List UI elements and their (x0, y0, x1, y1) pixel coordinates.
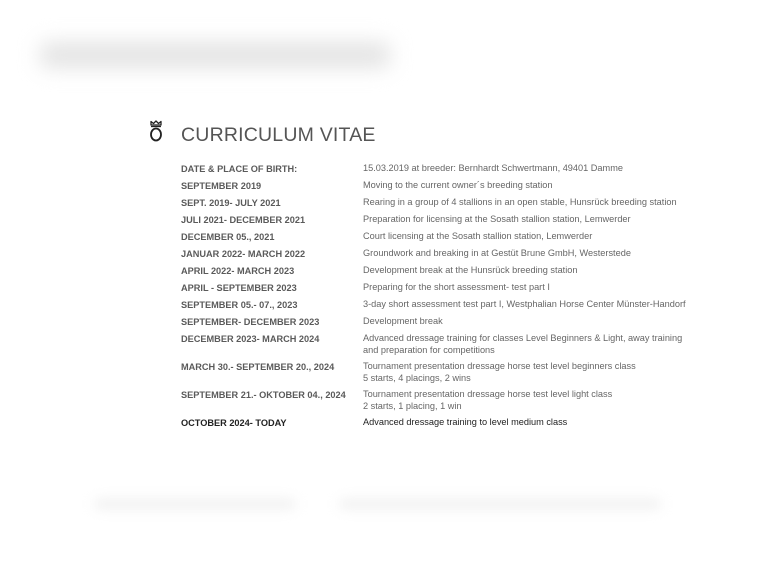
cv-row (181, 389, 721, 412)
cv-entries (181, 163, 721, 434)
cv-row-current (181, 417, 721, 429)
cv-description: Rearing in a group of 4 stallions in an open stable, Hunsrück breeding station (363, 197, 677, 207)
cv-description: Advanced dressage training to level medium class (363, 417, 568, 427)
cv-description: Court licensing at the Sosath stallion station, Lemwerder (363, 231, 593, 241)
cv-row (181, 163, 721, 175)
cv-row (181, 333, 721, 356)
cv-description: Advanced dressage training for classes Level Beginners & Light, away training and preparation for competitions (363, 333, 683, 355)
crown-logo-icon (149, 120, 163, 142)
cv-description: 3-day short assessment test part I, Westphalian Horse Center Münster-Handorf (363, 299, 686, 309)
cv-description: Development break at the Hunsrück breeding station (363, 265, 578, 275)
cv-row (181, 282, 721, 294)
cv-date: SEPTEMBER 21.- OKTOBER 04., 2024 (181, 390, 346, 400)
cv-row (181, 180, 721, 192)
cv-description: Tournament presentation dressage horse test level light class 2 starts, 1 placing, 1 win (363, 389, 613, 411)
cv-description: Preparing for the short assessment- test part I (363, 282, 550, 292)
cv-date: DATE & PLACE OF BIRTH: (181, 164, 298, 174)
cv-row (181, 299, 721, 311)
cv-description: Preparation for licensing at the Sosath stallion station, Lemwerder (363, 214, 631, 224)
cv-date: JANUAR 2022- MARCH 2022 (181, 249, 306, 259)
cv-row (181, 214, 721, 226)
cv-row (181, 197, 721, 209)
cv-date: SEPTEMBER- DECEMBER 2023 (181, 317, 320, 327)
blurred-header (40, 42, 390, 68)
cv-date: SEPTEMBER 05.- 07., 2023 (181, 300, 298, 310)
cv-description: Moving to the current owner´s breeding station (363, 180, 553, 190)
cv-date: SEPTEMBER 2019 (181, 181, 262, 191)
blurred-footer-right (340, 499, 660, 509)
cv-date: DECEMBER 05., 2021 (181, 232, 275, 242)
cv-description: Groundwork and breaking in at Gestüt Brune GmbH, Westerstede (363, 248, 631, 258)
page-title: CURRICULUM VITAE (181, 124, 376, 146)
cv-date: JULI 2021- DECEMBER 2021 (181, 215, 306, 225)
cv-date: MARCH 30.- SEPTEMBER 20., 2024 (181, 362, 335, 372)
cv-date: SEPT. 2019- JULY 2021 (181, 198, 281, 208)
cv-row (181, 316, 721, 328)
cv-date: OCTOBER 2024- TODAY (181, 418, 287, 428)
cv-row (181, 265, 721, 277)
blurred-footer-left (95, 499, 295, 509)
cv-row (181, 231, 721, 243)
cv-row (181, 248, 721, 260)
cv-date: APRIL 2022- MARCH 2023 (181, 266, 295, 276)
cv-date: APRIL - SEPTEMBER 2023 (181, 283, 297, 293)
cv-row (181, 361, 721, 384)
cv-date: DECEMBER 2023- MARCH 2024 (181, 334, 320, 344)
cv-description: 15.03.2019 at breeder: Bernhardt Schwertmann, 49401 Damme (363, 163, 623, 173)
cv-description: Tournament presentation dressage horse test level beginners class 5 starts, 4 placings, 2 wins (363, 361, 636, 383)
cv-description: Development break (363, 316, 443, 326)
